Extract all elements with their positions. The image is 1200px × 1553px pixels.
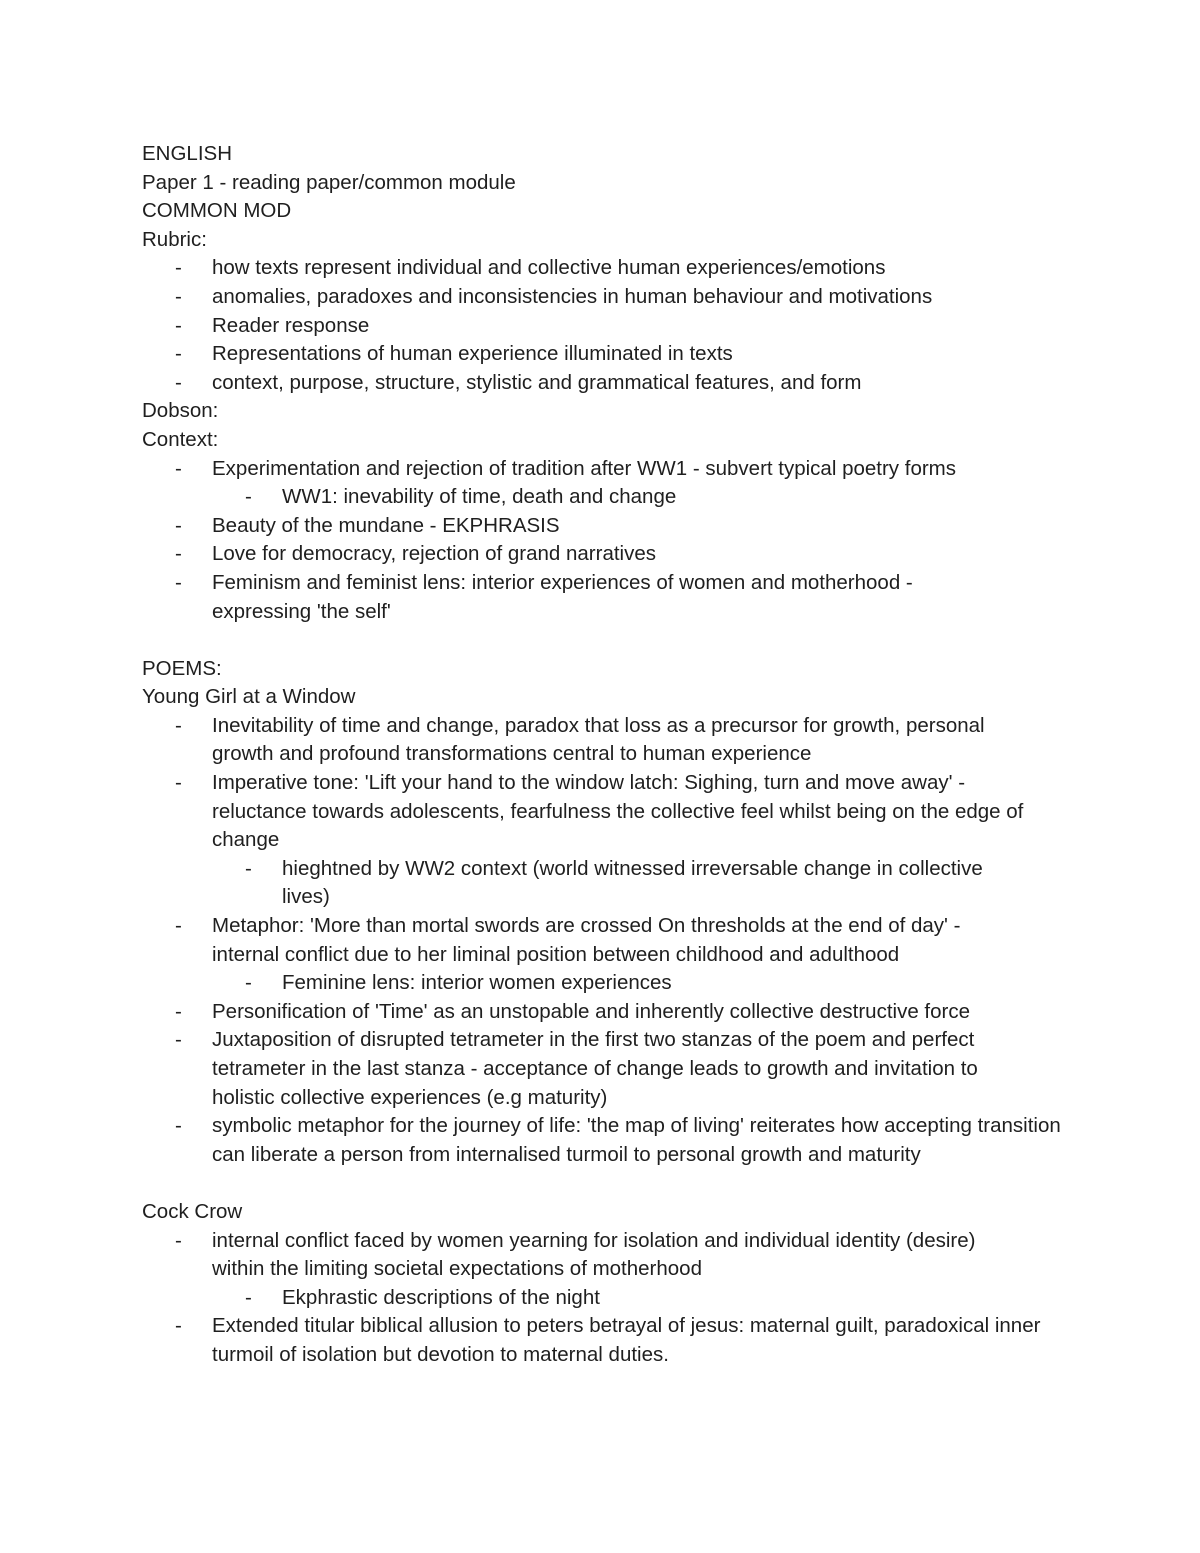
dobson-label: Dobson: [142,399,219,423]
list-item [142,312,1072,341]
cock-crow-item-text: internal conflict faced by women yearning for isolation and individual identity (desire) within the limiting societal expectations of motherhood [212,1228,976,1281]
list-item [142,769,1072,912]
cock-crow-subitem-text: Ekphrastic descriptions of the night [282,1285,600,1309]
bullet-dash: - [175,1114,182,1138]
list-item [212,1284,1072,1313]
context-item-text: Beauty of the mundane - EKPHRASIS [212,513,560,537]
bullet-dash: - [245,1285,252,1309]
list-item [212,855,1072,912]
list-item [142,1312,1072,1369]
rubric-item-text: context, purpose, structure, stylistic and grammatical features, and form [212,370,862,394]
list-item [142,1026,1072,1112]
young-girl-item-text: Metaphor: 'More than mortal swords are crossed On thresholds at the end of day' - internal conflict due to her liminal position between childhood and adulthood [212,914,961,966]
rubric-item-text: Reader response [212,313,370,337]
poem-title-young-girl: Young Girl at a Window [142,685,356,709]
context-list [142,455,1072,627]
context-item-text: Feminism and feminist lens: interior experiences of women and motherhood - expressing 'the self' [212,570,913,623]
rubric-item-text: anomalies, paradoxes and inconsistencies in human behaviour and motivations [212,284,933,308]
bullet-dash: - [245,971,252,995]
young-girl-sublist [212,969,1072,998]
paper-line: Paper 1 - reading paper/common module [142,170,516,194]
cock-crow-item-text: Extended titular biblical allusion to peters betrayal of jesus: maternal guilt, paradoxical inner turmoil of isolation but devotion to maternal duties. [212,1314,1041,1366]
spacer [142,626,1072,655]
list-item [142,912,1072,998]
list-item [142,369,1072,398]
list-item [142,1112,1072,1169]
document-heading: ENGLISH [142,142,232,165]
list-item [142,254,1072,283]
bullet-dash: - [175,713,182,737]
poem-title-cock-crow: Cock Crow [142,1199,243,1223]
young-girl-subitem-text: hieghtned by WW2 context (world witnessed irreversable change in collective lives) [282,856,983,909]
list-item [142,455,1072,512]
young-girl-sublist [212,855,1072,912]
context-sublist [212,483,1072,512]
cock-crow-sublist [212,1284,1072,1313]
context-item-text: Love for democracy, rejection of grand narratives [212,542,657,566]
young-girl-item-text: Inevitability of time and change, paradox that loss as a precursor for growth, personal growth and profound transformations central to human experience [212,713,985,766]
young-girl-subitem-text: Feminine lens: interior women experiences [282,971,672,995]
list-item [212,483,1072,512]
bullet-dash: - [175,342,182,366]
list-item [142,340,1072,369]
bullet-dash: - [245,856,252,880]
bullet-dash: - [175,914,182,938]
young-girl-item-text: Juxtaposition of disrupted tetrameter in the first two stanzas of the poem and perfect tetrameter in the last stanza - acceptance of change leads to growth and invitation to holistic collective experiences (e.g maturity) [212,1028,978,1109]
bullet-dash: - [175,313,182,337]
bullet-dash: - [175,513,182,537]
list-item [142,540,1072,569]
bullet-dash: - [175,1028,182,1052]
bullet-dash: - [175,999,182,1023]
cock-crow-list [142,1227,1072,1370]
poems-label: POEMS: [142,656,222,680]
list-item [142,283,1072,312]
module-title: COMMON MOD [142,199,292,223]
rubric-list [142,254,1072,397]
bullet-dash: - [175,771,182,795]
spacer [142,1169,1072,1198]
context-item-text: Experimentation and rejection of tradition after WW1 - subvert typical poetry forms [212,456,957,480]
list-item [142,712,1072,769]
bullet-dash: - [175,570,182,594]
context-label: Context: [142,427,219,451]
context-subitem-text: WW1: inevability of time, death and change [282,485,677,509]
list-item [142,512,1072,541]
rubric-item-text: Representations of human experience illuminated in texts [212,342,733,366]
rubric-item-text: how texts represent individual and collective human experiences/emotions [212,256,886,280]
list-item [142,998,1072,1027]
bullet-dash: - [175,256,182,280]
bullet-dash: - [175,456,182,480]
bullet-dash: - [175,542,182,566]
document-page [142,140,1072,1370]
rubric-label: Rubric: [142,227,207,251]
bullet-dash: - [245,485,252,509]
bullet-dash: - [175,370,182,394]
list-item [142,1227,1072,1313]
list-item [212,969,1072,998]
bullet-dash: - [175,1228,182,1252]
young-girl-item-text: Personification of 'Time' as an unstopable and inherently collective destructive force [212,999,970,1023]
young-girl-item-text: symbolic metaphor for the journey of life: 'the map of living' reiterates how accepting transition can liberate a person from internalised turmoil to personal growth and maturity [212,1114,1061,1166]
young-girl-item-text: Imperative tone: 'Lift your hand to the window latch: Sighing, turn and move away' - reluctance towards adolescents, fearfulness the collective feel whilst being on the edge of change [212,771,1024,852]
bullet-dash: - [175,1314,182,1338]
young-girl-list [142,712,1072,1170]
bullet-dash: - [175,284,182,308]
list-item [142,569,1072,626]
